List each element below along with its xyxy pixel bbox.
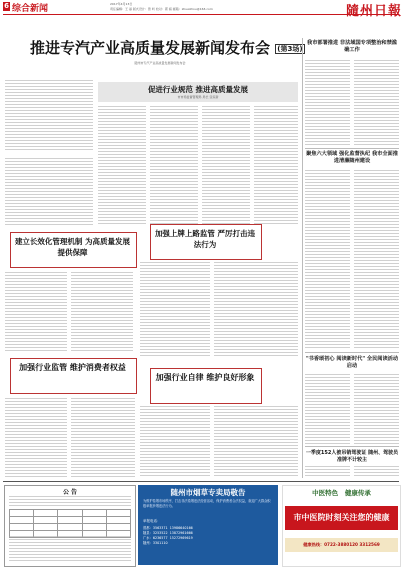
notice-title: 公 告 [62, 489, 78, 496]
hospital-name: 市中医院时刻关注您的健康 [285, 506, 398, 530]
lead-headline [30, 37, 303, 57]
tobacco-ad-body: 为维护卷烟市场秩序，打击非法卷烟违法经营活动，保护消费者合法权益，欢迎广大群众积极举报涉烟违法行为。 [143, 499, 271, 508]
page-number-badge: 6 [4, 2, 9, 10]
meta-line: 责任编辑：王 丽 版式设计：曾 昕 校对：郭 娟 邮箱：zhsuizhou@163.com [110, 7, 213, 11]
section-title: 综合新闻 [12, 4, 49, 14]
phone-7: 15272969619 [169, 536, 193, 540]
phone-6: 13872961666 [169, 531, 193, 535]
sub1-title: 促进行业规范 推进高质量发展 [147, 85, 249, 94]
tobacco-ad-phone-label: 举报电话： [143, 519, 161, 523]
date-line: 2017年4月13日 [110, 2, 133, 6]
newspaper-logo: 隨州日報 [346, 4, 402, 19]
right-h2: 聚焦六大领域 强化监督执纪 我市全面推进清廉随州建设 [306, 151, 398, 164]
tobacco-ad-title: 随州市烟草专卖局敬告 [170, 488, 246, 497]
right-h3: "书香颂初心 阅读新时代" 全民阅读活动启动 [305, 356, 399, 369]
article-a2-title: 建立长效化管理机制 为高质量发展提供保障 [14, 237, 131, 257]
notice-table [9, 509, 131, 538]
article-a4-title: 加强行业自律 维护良好形象 [155, 373, 255, 382]
phone-2: 随县：3253522 [143, 531, 168, 535]
article-a1-title: 加强行业监管 维护消费者权益 [19, 363, 126, 372]
hospital-phone: 健康热线：0722-3880120 3312569 [285, 538, 398, 552]
phone-1: 曾都：3563371 [143, 526, 168, 530]
masthead [0, 0, 402, 40]
right-h4: 一季度152人被吊销驾驶证 随州、驾驶员准牌不计较主 [305, 450, 399, 463]
notice-ad [4, 485, 136, 567]
lead-title-badge: (第3场) [277, 44, 303, 53]
sub1-byline: 市市场监督管理局 局长 张家新 [177, 95, 219, 99]
hospital-ad [282, 485, 401, 567]
lead-deck: 随州市专汽产业高质量发展新闻发布会 [134, 61, 186, 65]
lead-intro-text [5, 80, 93, 152]
lead-title: 推进专汽产业高质量发展新闻发布会 [30, 39, 271, 57]
phone-3: 广水：6236577 [143, 536, 168, 540]
hospital-tagline-2: 健康传承 [344, 489, 371, 497]
hospital-tagline-1: 中医特色 [312, 489, 339, 497]
right-h1: 我市部署推进 非法域国专项整治和禁滥确工作 [307, 40, 397, 53]
tobacco-ad [138, 485, 278, 565]
phone-5: 13986640166 [169, 526, 193, 530]
article-a3-title: 加强上牌上路监管 严厉打击违法行为 [154, 229, 256, 249]
phone-4: 随州：3301110 [143, 541, 168, 545]
